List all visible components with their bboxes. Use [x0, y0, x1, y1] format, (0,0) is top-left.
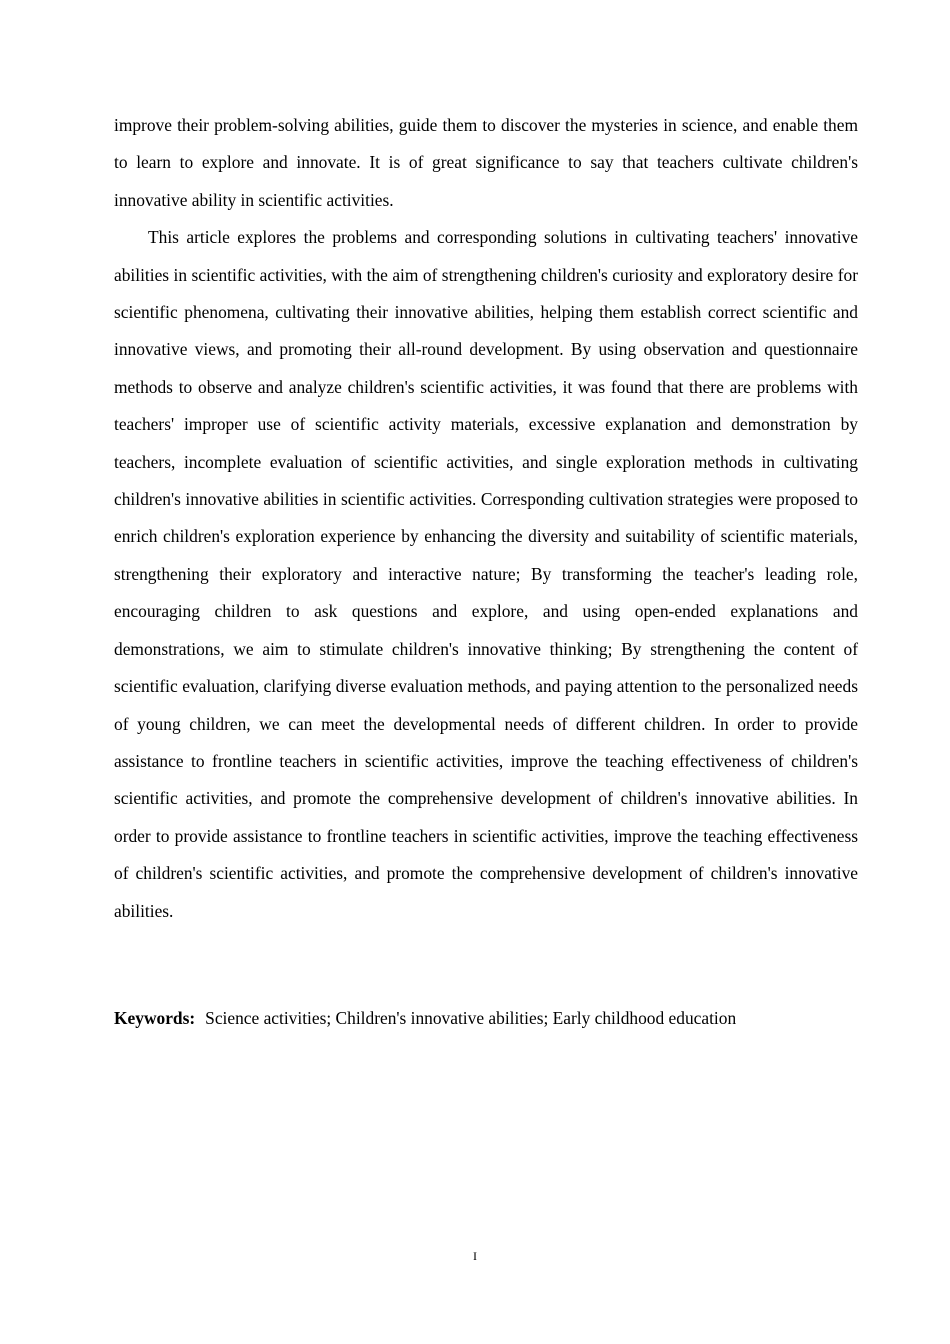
abstract-paragraph: This article explores the problems and corresponding solutions in cultivating teachers' innovative abilities in scientific activities, with the aim of strengthening children's curiosity and exploratory desire for scientific phenomena, cultivating their innovative abilities, helping them establish correct scientific and innovative views, and promoting their all-round development. By using observation and questionnaire methods to observe and analyze children's scientific activities, it was found that there are problems with teachers' improper use of scientific activity materials, excessive explanation and demonstration by teachers, incomplete evaluation of scientific activities, and single exploration methods in cultivating children's innovative abilities in scientific activities. Corresponding cultivation strategies were proposed to enrich children's exploration experience by enhancing the diversity and suitability of scientific materials, strengthening their exploratory and interactive nature; By transforming the teacher's leading role, encouraging children to ask questions and explore, and using open-ended explanations and demonstrations, we aim to stimulate children's innovative thinking; By strengthening the content of scientific evaluation, clarifying diverse evaluation methods, and paying attention to the personalized needs of young children, we can meet the developmental needs of different children. In order to provide assistance to frontline teachers in scientific activities, improve the teaching effectiveness of children's scientific activities, and promote the comprehensive development of children's innovative abilities. In order to provide assistance to frontline teachers in scientific activities, improve the teaching effectiveness of children's scientific activities, and promote the comprehensive development of children's innovative abilities. — [114, 227, 858, 921]
abstract-paragraph-continued: improve their problem-solving abilities, guide them to discover the mysteries in science, and enable them to learn to explore and innovate. It is of great significance to say that teachers cultivate children's innovative ability in scientific activities. — [114, 115, 858, 210]
page-number: I — [473, 1249, 477, 1263]
keywords-line — [114, 1003, 858, 1033]
keywords-label: Keywords: — [114, 1008, 196, 1028]
abstract-body — [114, 107, 858, 930]
keywords-value: Science activities; Children's innovative abilities; Early childhood education — [205, 1008, 737, 1028]
